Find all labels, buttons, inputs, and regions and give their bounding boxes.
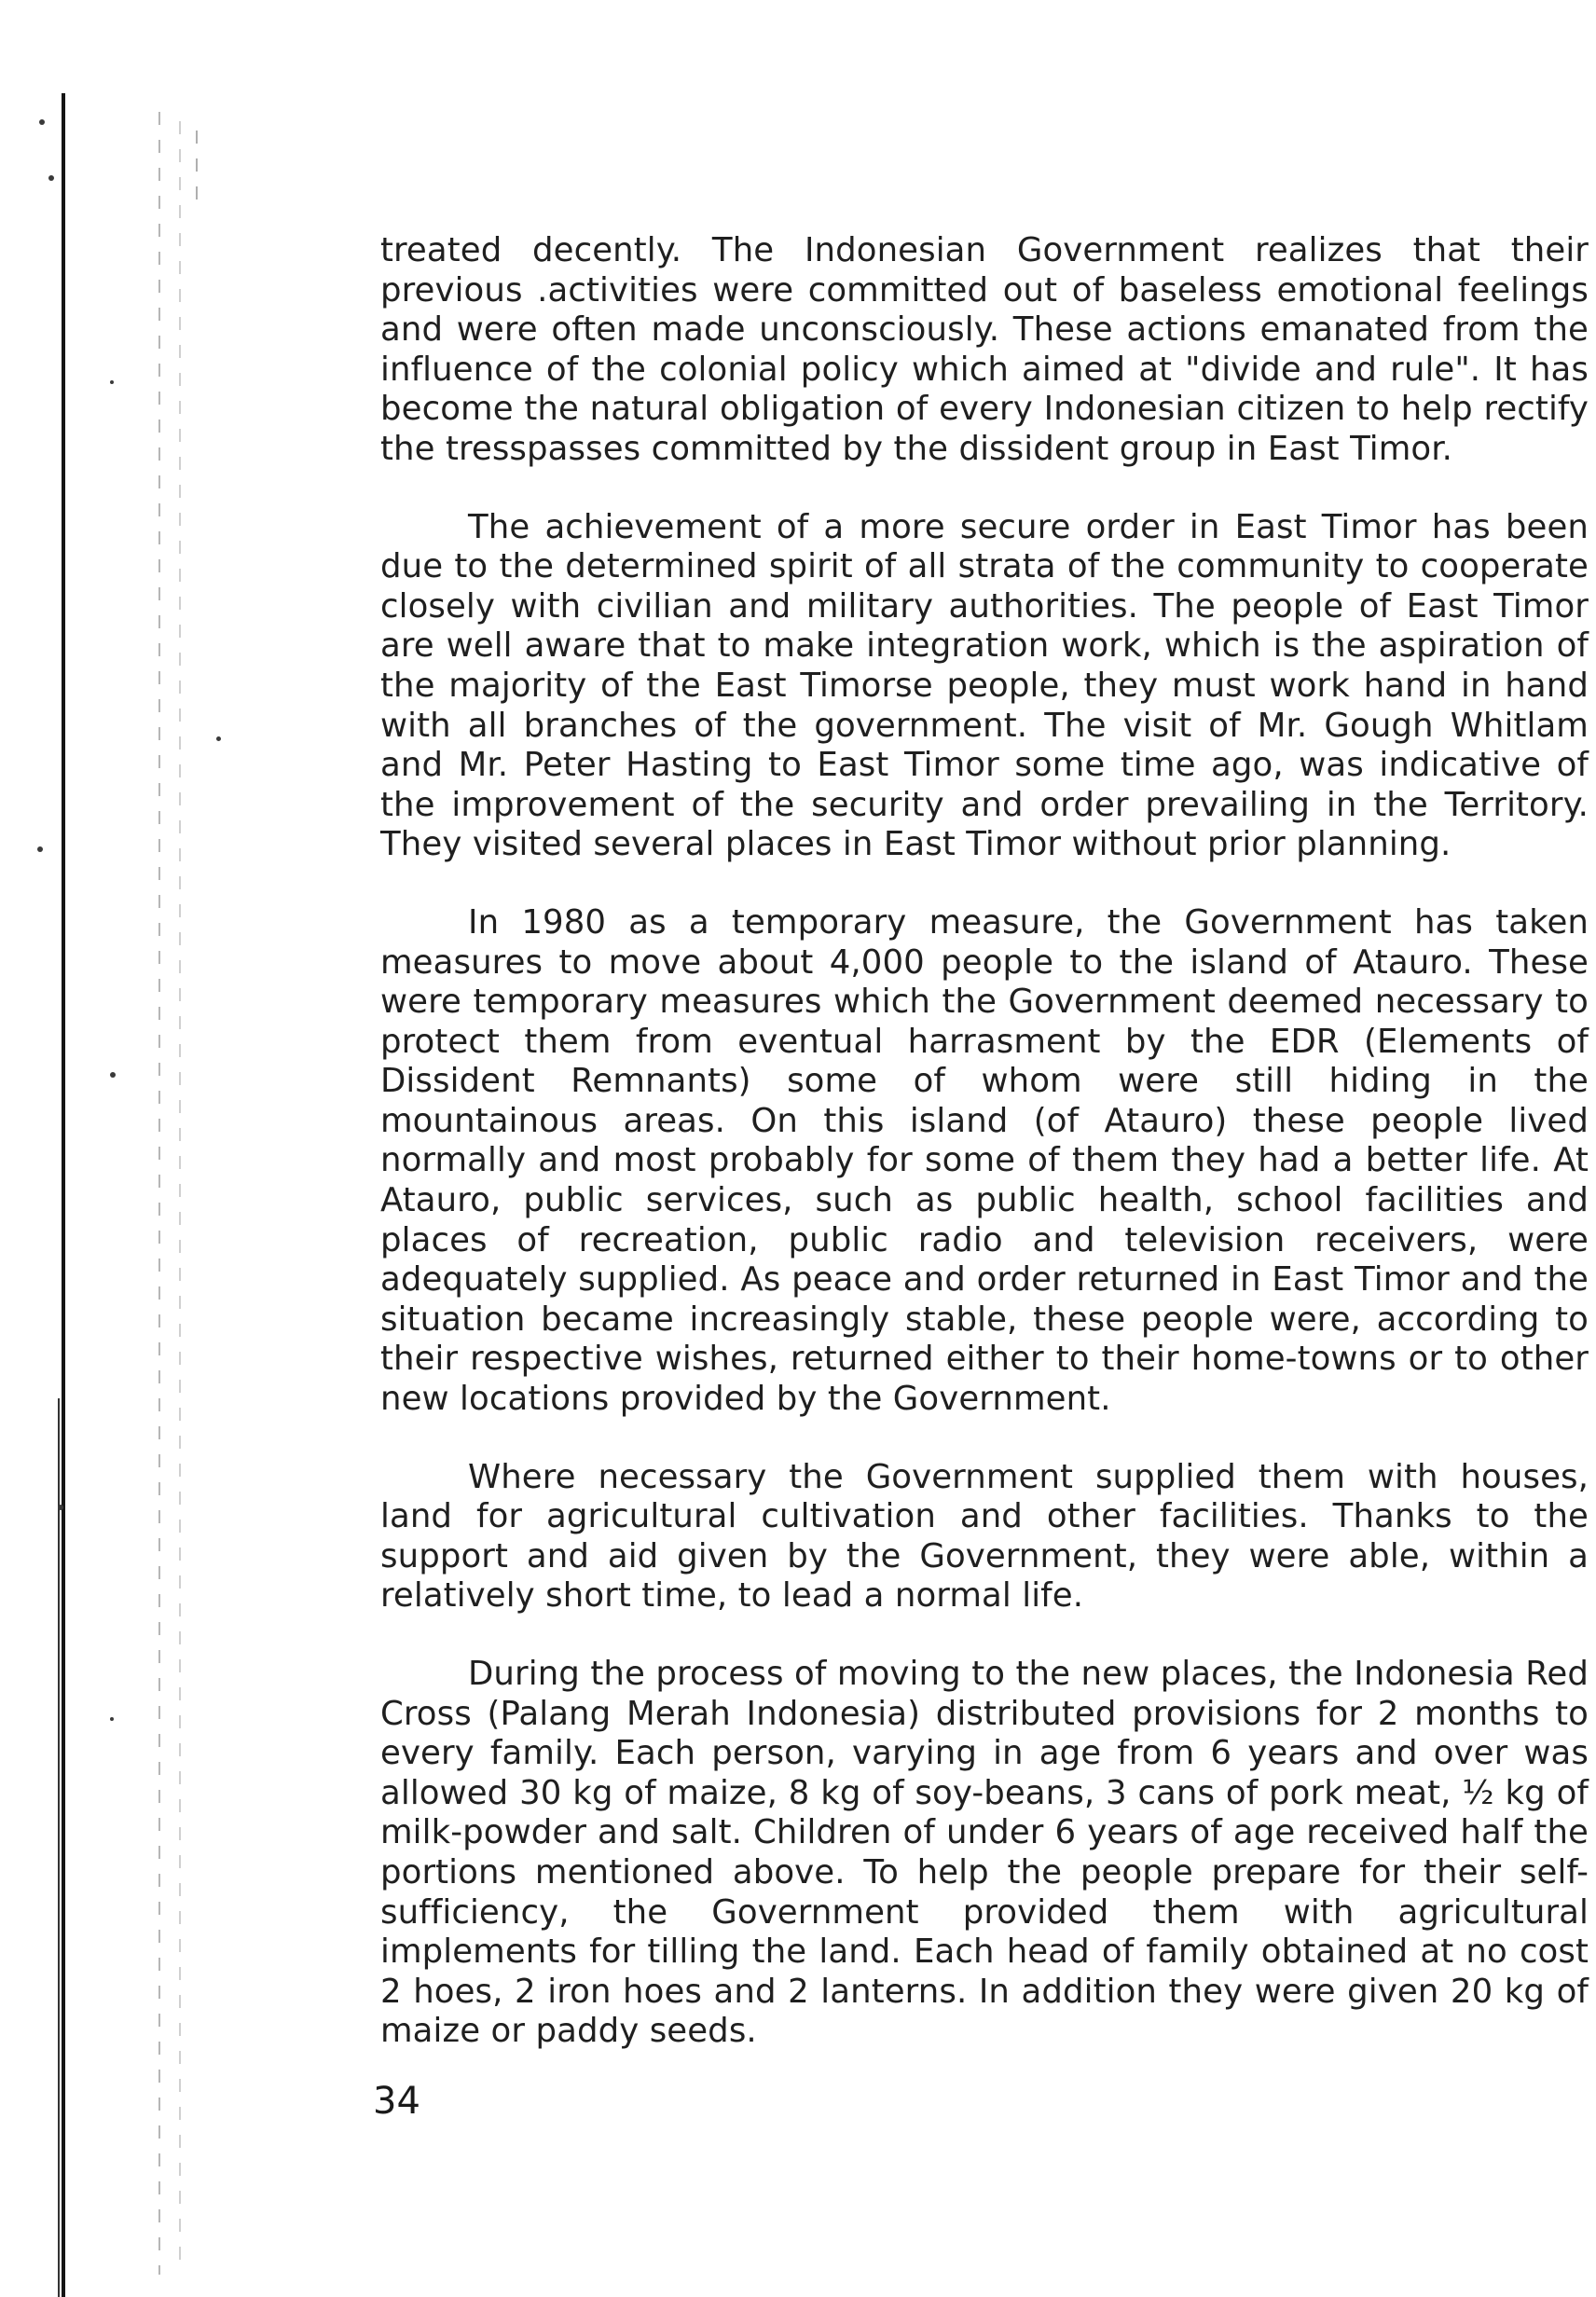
scan-speck xyxy=(110,380,114,384)
paragraph: The achievement of a more secure order in East Timor has been due to the determined spirit of all strata of the community to cooperate closely with civilian and military authorities. The people of East Timor are well aware that to make integration work, which is the aspiration of the majority of the East Timorse people, they must work hand in hand with all branches of the government. The visit of Mr. Gough Whitlam and Mr. Peter Hasting to East Timor some time ago, was indicative of the improvement of the security and order prevailing in the Territory. They visited several places in East Timor without prior planning. xyxy=(380,507,1589,864)
paragraph: Where necessary the Government supplied them with houses, land for agricultural cultivation and other facilities. Thanks to the support and aid given by the Government, they were able, within a relatively short time, to lead a normal life. xyxy=(380,1457,1589,1616)
paragraph: In 1980 as a temporary measure, the Government has taken measures to move about 4,000 people to the island of Atauro. These were temporary measures which the Government deemed necessary to protect them from eventual harrasment by the EDR (Elements of Dissident Remnants) some of whom were still hiding in the mountainous areas. On this island (of Atauro) these people lived normally and most probably for some of them they had a better life. At Atauro, public services, such as public health, school facilities and places of recreation, public radio and television receivers, were adequately supplied. As peace and order returned in East Timor and the situation became increasingly stable, these people were, according to their respective wishes, returned either to their home-towns or to other new locations provided by the Government. xyxy=(380,902,1589,1419)
body-text xyxy=(380,231,1589,2090)
scan-speck xyxy=(58,1505,63,1510)
paragraph: treated decently. The Indonesian Government realizes that their previous .activities were committed out of baseless emotional feelings and were often made unconsciously. These actions emanated from the influence of the colonial policy which aimed at "divide and rule". It has become the natural obligation of every Indonesian citizen to help rectify the tresspasses committed by the dissident group in East Timor. xyxy=(380,231,1589,468)
scan-speck xyxy=(110,1072,116,1078)
scan-speck xyxy=(110,1717,114,1721)
binding-shadow xyxy=(58,1398,60,2297)
scan-speck xyxy=(39,119,45,125)
gutter-line xyxy=(158,112,160,2275)
gutter-line xyxy=(179,121,181,2265)
page-number: 34 xyxy=(373,2080,420,2123)
scan-speck xyxy=(48,175,54,181)
binding-edge xyxy=(62,93,65,2297)
paragraph: During the process of moving to the new places, the Indonesia Red Cross (Palang Merah Indonesia) distributed provisions for 2 months to every family. Each person, varying in age from 6 years and over was allowed 30 kg of maize, 8 kg of soy-beans, 3 cans of pork meat, ½ kg of milk-powder and salt. Children of under 6 years of age received half the portions mentioned above. To help the people prepare for their self-sufficiency, the Government provided them with agricultural implements for tilling the land. Each head of family obtained at no cost 2 hoes, 2 iron hoes and 2 lanterns. In addition they were given 20 kg of maize or paddy seeds. xyxy=(380,1655,1589,2051)
gutter-line xyxy=(196,131,198,205)
scan-speck xyxy=(216,736,221,741)
scan-speck xyxy=(37,846,43,852)
